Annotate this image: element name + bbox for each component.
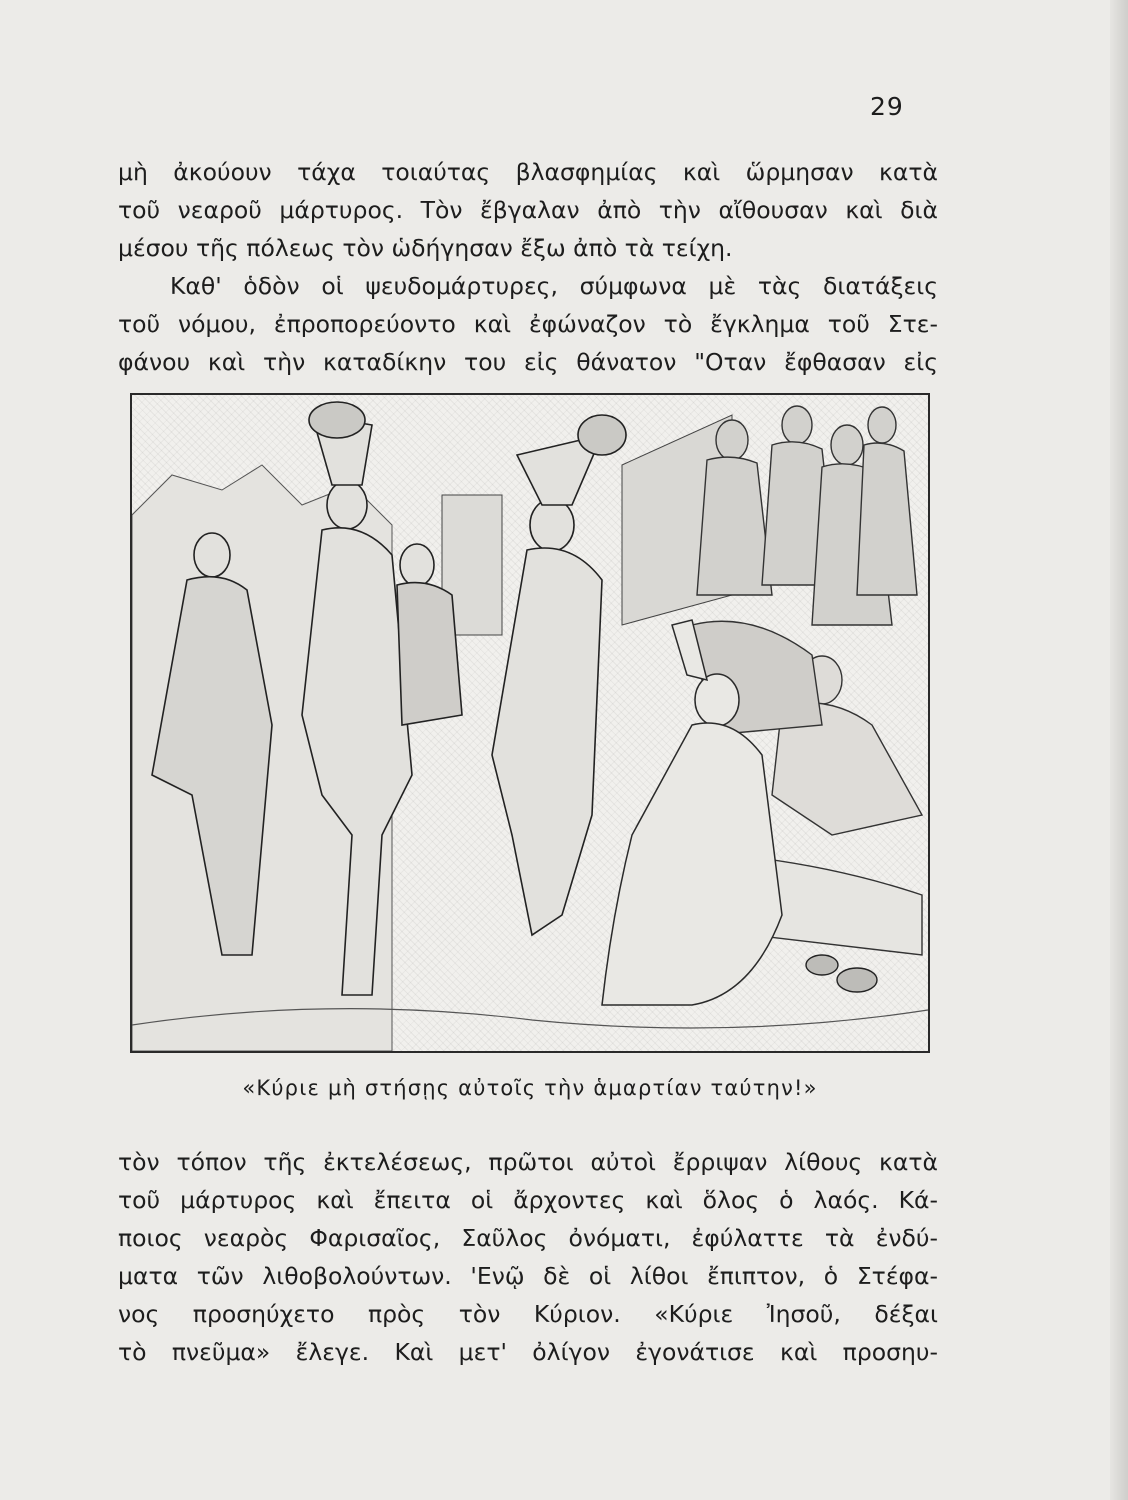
text-line: τοῦ νόμου, ἐπροπορεύοντο καὶ ἐφώναζον τὸ ἔγκλημα τοῦ Στε- [118, 310, 938, 338]
text-line: τοῦ νεαροῦ μάρτυρος. Τὸν ἔβγαλαν ἀπὸ τὴν αἴθουσαν καὶ διὰ [118, 196, 938, 224]
text-line: φάνου καὶ τὴν καταδίκην του εἰς θάνατον "Οταν ἔφθασαν εἰς [118, 348, 938, 376]
text-line: τοῦ μάρτυρος καὶ ἔπειτα οἱ ἄρχοντες καὶ ὅλος ὁ λαός. Κά- [118, 1186, 938, 1214]
text-line: μὴ ἀκούουν τάχα τοιαύτας βλασφημίας καὶ ὥρμησαν κατὰ [118, 158, 938, 186]
text-line: τὸν τόπον τῆς ἐκτελέσεως, πρῶτοι αὐτοὶ ἔρριψαν λίθους κατὰ [118, 1148, 938, 1176]
text-line: Καθ' ὁδὸν οἱ ψευδομάρτυρες, σύμφωνα μὲ τὰς διατάξεις [170, 272, 938, 300]
page-edge [1110, 0, 1128, 1500]
illustration-stoning-of-stephen [130, 393, 930, 1053]
text-line: νος προσηύχετο πρὸς τὸν Κύριον. «Κύριε Ἰησοῦ, δέξαι [118, 1300, 938, 1328]
text-line: μέσου τῆς πόλεως τὸν ὡδήγησαν ἔξω ἀπὸ τὰ τείχη. [118, 234, 733, 262]
engraving-sketch [132, 395, 928, 1051]
bottom-paragraph [118, 1143, 938, 1371]
text-line: ποιος νεαρὸς Φαρισαῖος, Σαῦλος ὀνόματι, ἐφύλαττε τὰ ἐνδύ- [118, 1224, 938, 1252]
text-line: τὸ πνεῦμα» ἔλεγε. Καὶ μετ' ὀλίγον ἐγονάτισε καὶ προσηυ- [118, 1338, 938, 1366]
elders-group [697, 406, 917, 625]
illustration-caption: «Κύριε μὴ στήσῃς αὐτοῖς τὴν ἁμαρτίαν ταύτην!» [242, 1076, 818, 1100]
text-line: ματα τῶν λιθοβολούντων. 'Ενῷ δὲ οἱ λίθοι ἔπιπτον, ὁ Στέφα- [118, 1262, 938, 1290]
top-paragraph [118, 153, 938, 381]
ground-stones [806, 955, 877, 992]
page-number: 29 [870, 92, 904, 121]
